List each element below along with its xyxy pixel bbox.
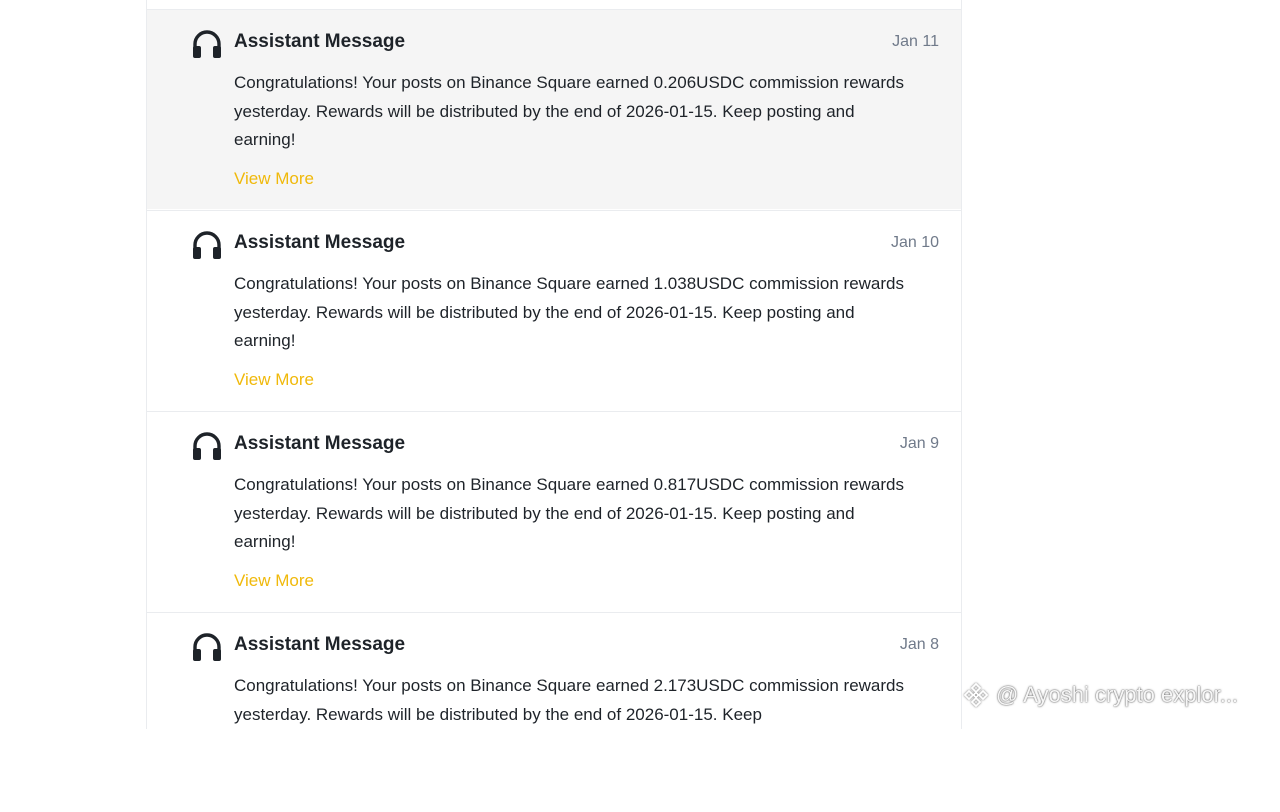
headset-icon [192, 231, 222, 259]
watermark [962, 678, 1238, 712]
message-body: Congratulations! Your posts on Binance Square earned 0.817USDC commission rewards yesterday. Rewards will be distributed by the end of 2026-01-15. Keep posting and earning! [234, 475, 904, 551]
message-title: Assistant Message [234, 634, 406, 655]
watermark-text: @ Ayoshi crypto explor... [996, 682, 1239, 707]
view-more-link[interactable]: View More [234, 370, 314, 389]
binance-logo-icon [962, 681, 990, 709]
headset-icon [192, 633, 222, 661]
view-more-link[interactable]: View More [234, 571, 314, 590]
view-more-link[interactable]: View More [234, 169, 314, 188]
message-title: Assistant Message [234, 433, 406, 454]
message-date: Jan 11 [892, 33, 939, 50]
message-date: Jan 9 [899, 435, 939, 452]
message-body: Congratulations! Your posts on Binance Square earned 0.206USDC commission rewards yesterday. Rewards will be distributed by the end of 2026-01-15. Keep posting and earning! [234, 73, 904, 149]
message-body: Congratulations! Your posts on Binance Square earned 2.173USDC commission rewards yesterday. Rewards will be distributed by the end of 2026-01-15. Keep [234, 676, 904, 724]
message-date: Jan 10 [890, 234, 939, 251]
message-title: Assistant Message [234, 232, 406, 253]
message-item[interactable] [147, 411, 961, 611]
message-title: Assistant Message [234, 31, 406, 52]
headset-icon [192, 30, 222, 58]
message-item[interactable] [147, 9, 961, 209]
message-body: Congratulations! Your posts on Binance Square earned 1.038USDC commission rewards yesterday. Rewards will be distributed by the end of 2026-01-15. Keep posting and earning! [234, 274, 904, 350]
message-item[interactable] [147, 210, 961, 410]
headset-icon [192, 432, 222, 460]
message-feed [146, 0, 962, 729]
message-date: Jan 8 [899, 636, 939, 653]
message-item[interactable] [147, 612, 961, 812]
